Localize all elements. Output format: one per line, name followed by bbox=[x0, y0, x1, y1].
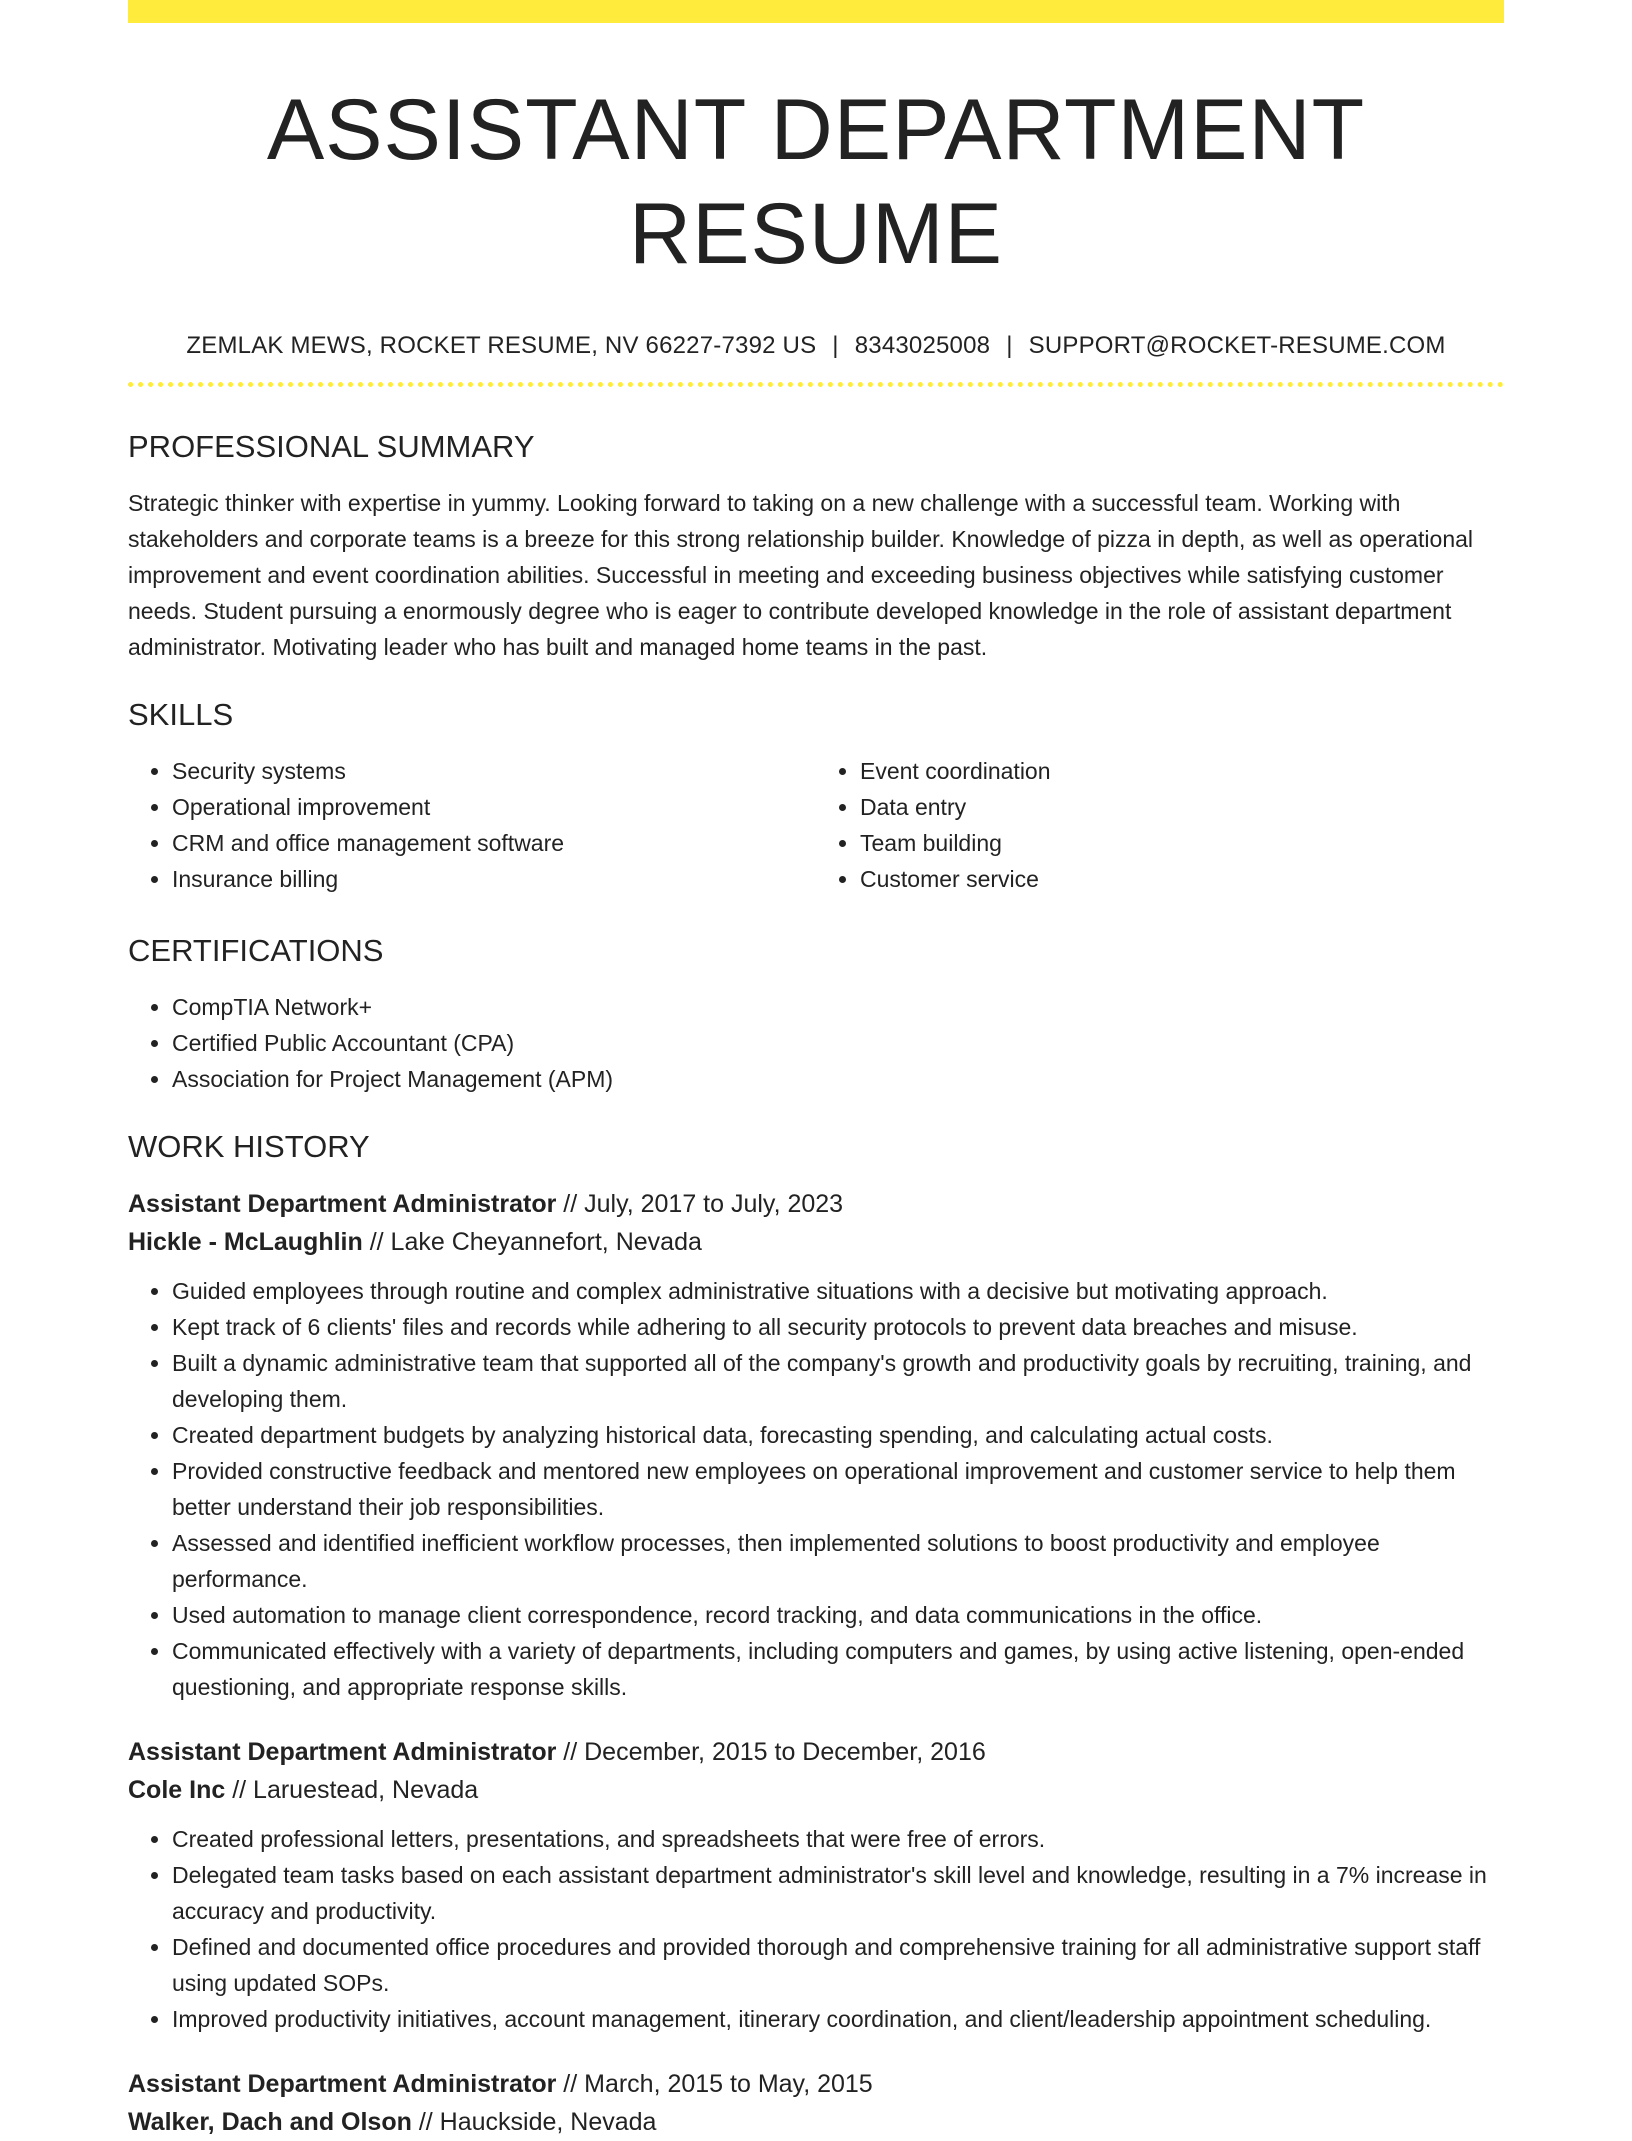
job-bullet: • Used automation to manage client correspondence, record tracking, and data communications in the office. bbox=[172, 1597, 1504, 1633]
skill-item: • CRM and office management software bbox=[172, 825, 816, 861]
job-bullet: • Created department budgets by analyzing historical data, forecasting spending, and calculating actual costs. bbox=[172, 1417, 1504, 1453]
job-entry bbox=[128, 1733, 1504, 2037]
resume-content bbox=[128, 0, 1504, 2141]
job-title: Assistant Department Administrator bbox=[128, 1738, 557, 1766]
job-bullet: • Delegated team tasks based on each assistant department administrator's skill level and knowledge, resulting in a 7% increase in accuracy and productivity. bbox=[172, 1857, 1504, 1929]
contact-separator: | bbox=[832, 332, 839, 359]
skills-list bbox=[128, 753, 1504, 897]
dotted-divider bbox=[128, 382, 1504, 387]
job-company: Cole Inc bbox=[128, 1776, 226, 1804]
certifications-list bbox=[128, 989, 1504, 1097]
job-company-line bbox=[128, 1771, 1504, 1809]
certification-item: • Certified Public Accountant (CPA) bbox=[172, 1025, 1504, 1061]
skill-item: • Customer service bbox=[860, 861, 1504, 897]
skills-right-column bbox=[816, 753, 1504, 897]
summary-text: Strategic thinker with expertise in yummy. Looking forward to taking on a new challenge with a successful team. Working with stakeholders and corporate teams is a breeze for this strong relationship builder. Knowledge of pizza in depth, as well as operational improvement and event coordination abilities. Successful in meeting and exceeding business objectives while satisfying customer needs. Student pursuing a enormously degree who is eager to contribute developed knowledge in the role of assistant department administrator. Motivating leader who has built and managed home teams in the past. bbox=[128, 490, 1474, 660]
job-title-line bbox=[128, 1185, 1504, 1223]
job-entry bbox=[128, 2065, 1504, 2141]
job-bullet: • Provided constructive feedback and mentored new employees on operational improvement and customer service to help them better understand their job responsibilities. bbox=[172, 1453, 1504, 1525]
certifications-heading: CERTIFICATIONS bbox=[128, 933, 384, 968]
skill-item: • Operational improvement bbox=[172, 789, 816, 825]
job-dates: // March, 2015 to May, 2015 bbox=[563, 2070, 873, 2098]
skill-item: • Team building bbox=[860, 825, 1504, 861]
job-bullet: • Assessed and identified inefficient workflow processes, then implemented solutions to boost productivity and employee performance. bbox=[172, 1525, 1504, 1597]
job-bullets bbox=[128, 1821, 1504, 2037]
job-bullet: • Created professional letters, presentations, and spreadsheets that were free of errors. bbox=[172, 1821, 1504, 1857]
contact-email: SUPPORT@ROCKET-RESUME.COM bbox=[1028, 332, 1446, 359]
summary-heading: PROFESSIONAL SUMMARY bbox=[128, 429, 535, 464]
job-company-line bbox=[128, 2103, 1504, 2141]
job-company: Hickle - McLaughlin bbox=[128, 1228, 363, 1256]
job-bullet: • Built a dynamic administrative team that supported all of the company's growth and productivity goals by recruiting, training, and developing them. bbox=[172, 1345, 1504, 1417]
job-title-line bbox=[128, 1733, 1504, 1771]
contact-address: ZEMLAK MEWS, ROCKET RESUME, NV 66227-7392 US bbox=[186, 332, 817, 359]
contact-phone: 8343025008 bbox=[854, 332, 991, 359]
resume-title: ASSISTANT DEPARTMENT RESUME bbox=[266, 82, 1366, 282]
work-history-heading: WORK HISTORY bbox=[128, 1129, 370, 1164]
contact-line bbox=[128, 330, 1504, 362]
job-bullet: • Kept track of 6 clients' files and records while adhering to all security protocols to prevent data breaches and misuse. bbox=[172, 1309, 1504, 1345]
skills-heading: SKILLS bbox=[128, 697, 234, 732]
job-dates: // July, 2017 to July, 2023 bbox=[563, 1190, 844, 1218]
job-bullet: • Defined and documented office procedures and provided thorough and comprehensive training for all administrative support staff using updated SOPs. bbox=[172, 1929, 1504, 2001]
job-bullets bbox=[128, 1273, 1504, 1705]
skill-item: • Security systems bbox=[172, 753, 816, 789]
certification-item: • CompTIA Network+ bbox=[172, 989, 1504, 1025]
job-title: Assistant Department Administrator bbox=[128, 2070, 557, 2098]
job-location: // Hauckside, Nevada bbox=[418, 2108, 657, 2136]
job-dates: // December, 2015 to December, 2016 bbox=[563, 1738, 986, 1766]
job-title: Assistant Department Administrator bbox=[128, 1190, 557, 1218]
certification-item: • Association for Project Management (APM) bbox=[172, 1061, 1504, 1097]
job-company: Walker, Dach and Olson bbox=[128, 2108, 412, 2136]
job-bullet: • Improved productivity initiatives, account management, itinerary coordination, and client/leadership appointment scheduling. bbox=[172, 2001, 1504, 2037]
job-entry bbox=[128, 1185, 1504, 1705]
job-bullet: • Guided employees through routine and complex administrative situations with a decisive but motivating approach. bbox=[172, 1273, 1504, 1309]
job-location: // Lake Cheyannefort, Nevada bbox=[369, 1228, 702, 1256]
job-bullet: • Communicated effectively with a variety of departments, including computers and games, by using active listening, open-ended questioning, and appropriate response skills. bbox=[172, 1633, 1504, 1705]
job-title-line bbox=[128, 2065, 1504, 2103]
job-location: // Laruestead, Nevada bbox=[232, 1776, 479, 1804]
job-company-line bbox=[128, 1223, 1504, 1261]
skill-item: • Event coordination bbox=[860, 753, 1504, 789]
contact-separator: | bbox=[1006, 332, 1013, 359]
skill-item: • Data entry bbox=[860, 789, 1504, 825]
skill-item: • Insurance billing bbox=[172, 861, 816, 897]
skills-left-column bbox=[128, 753, 816, 897]
